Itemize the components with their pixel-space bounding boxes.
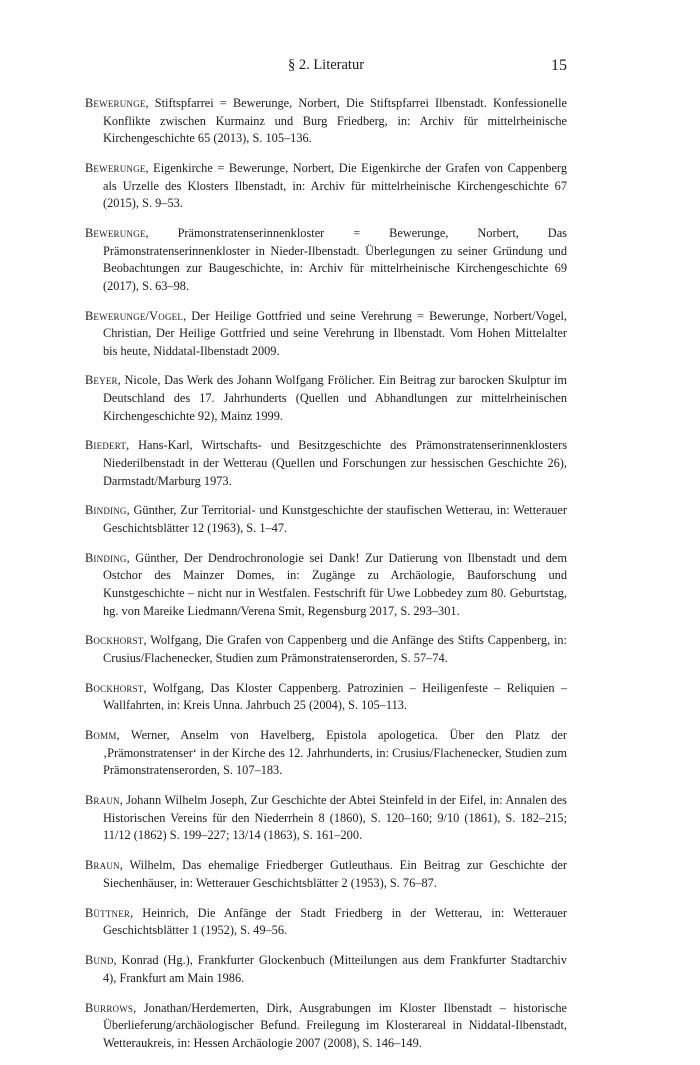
bibliography-entry xyxy=(85,792,567,845)
bibliography-entry xyxy=(85,952,567,987)
entry-author: Beyer xyxy=(85,373,118,388)
entry-text: , Eigenkirche = Bewerunge, Norbert, Die Eigenkirche der Grafen von Cappenberg als Urzelle des Klosters Ilbenstadt, in: Archiv für mittelrheinische Kirchengeschichte 67 (2015), S. 9–53. xyxy=(103,160,567,211)
bibliography-entry xyxy=(85,857,567,892)
entry-author: Bockhorst xyxy=(85,680,144,695)
running-title: § 2. Literatur xyxy=(287,57,365,73)
entry-text: , Nicole, Das Werk des Johann Wolfgang Frölicher. Ein Beitrag zur barocken Skulptur im Deutschland des 17. Jahrhunderts (Quellen und Abhandlungen zur mittelrheinischen Kirchengeschichte 92), Mainz 1999. xyxy=(103,373,567,423)
entry-text: , Stiftspfarrei = Bewerunge, Norbert, Die Stiftspfarrei Ilbenstadt. Konfessionelle Konflikte zwischen Kurmainz und Burg Friedberg, in: Archiv für mittelrheinische Kirchengeschichte 65 (2013), S. 105–136. xyxy=(103,96,567,146)
entry-text: , Konrad (Hg.), Frankfurter Glockenbuch (Mitteilungen aus dem Frankfurter Stadtarchiv 4), Frankfurt am Main 1986. xyxy=(103,953,567,985)
bibliography-entry xyxy=(85,632,567,667)
entry-author: Braun xyxy=(85,858,120,873)
bibliography-entry xyxy=(85,225,567,295)
bibliography-list xyxy=(85,95,567,1052)
bibliography-entry xyxy=(85,680,567,715)
bibliography-entry xyxy=(85,905,567,940)
bibliography-entry xyxy=(85,160,567,213)
entry-text: , Günther, Der Dendrochronologie sei Dank! Zur Datierung von Ilbenstadt und dem Ostchor des Mainzer Domes, in: Zugänge zu Archäologie, Bauforschung und Kunstgeschichte – nicht nur in Westfalen. Festschrift für Uwe Lobbedey zum 80. Geburtstag, hg. von Mareike Liedmann/Verena Smit, Regensburg 2017, S. 293–301. xyxy=(103,550,567,618)
entry-author: Binding xyxy=(85,503,127,518)
bibliography-entry xyxy=(85,1000,567,1053)
bibliography-entry xyxy=(85,95,567,148)
entry-text: , Hans-Karl, Wirtschafts- und Besitzgeschichte des Prämonstratenserinnenklosters Niederilbenstadt in der Wetterau (Quellen und Forschungen zur hessischen Geschichte 26), Darmstadt/Marburg 1973. xyxy=(103,438,567,488)
entry-author: Bomm xyxy=(85,728,117,743)
entry-author: Burrows xyxy=(85,1000,134,1015)
entry-author: Bockhorst xyxy=(85,633,144,648)
bibliography-entry xyxy=(85,502,567,537)
entry-text: , Heinrich, Die Anfänge der Stadt Friedberg in der Wetterau, in: Wetterauer Geschichtsblätter 1 (1952), S. 49–56. xyxy=(103,905,567,938)
bibliography-entry xyxy=(85,437,567,490)
entry-text: , Wilhelm, Das ehemalige Friedberger Gutleuthaus. Ein Beitrag zur Geschichte der Siechenhäuser, in: Wetterauer Geschichtsblätter 2 (1953), S. 76–87. xyxy=(103,858,567,890)
entry-author: Büttner xyxy=(85,905,131,920)
entry-author: Bewerunge xyxy=(85,160,146,175)
bibliography-entry xyxy=(85,727,567,780)
entry-text: , Jonathan/Herdemerten, Dirk, Ausgrabungen im Kloster Ilbenstadt – historische Überlieferung/archäologischer Befund. Freilegung im Klosterareal in Niddatal-Ilbenstadt, Wetteraukreis, in: Hessen Archäologie 2007 (2008), S. 146–149. xyxy=(103,1000,567,1050)
entry-author: Braun xyxy=(85,793,120,808)
entry-author: Bewerunge/Vogel xyxy=(85,308,184,323)
entry-text: , Wolfgang, Die Grafen von Cappenberg und die Anfänge des Stifts Cappenberg, in: Crusius/Flachenecker, Studien zum Prämonstratenserorden, S. 57–74. xyxy=(103,633,567,665)
entry-author: Bewerunge xyxy=(85,96,146,110)
entry-author: Binding xyxy=(85,550,127,565)
page-number: 15 xyxy=(551,57,567,74)
bibliography-entry xyxy=(85,372,567,425)
entry-text: , Werner, Anselm von Havelberg, Epistola apologetica. Über den Platz der ‚Prämonstratenser‘ in der Kirche des 12. Jahrhunderts, in: Crusius/Flachenecker, Studien zum Prämonstratenserorden, S. 107–183. xyxy=(103,728,567,778)
entry-author: Bund xyxy=(85,953,114,968)
entry-text: , Johann Wilhelm Joseph, Zur Geschichte der Abtei Steinfeld in der Eifel, in: Annalen des Historischen Vereins für den Niederrhein 8 (1860), S. 120–160; 9/10 (1861), S. 182–215; 11/12 (1862) S. 199–227; 13/14 (1863), S. 161–200. xyxy=(103,793,567,843)
bibliography-entry xyxy=(85,308,567,361)
entry-text: , Günther, Zur Territorial- und Kunstgeschichte der staufischen Wetterau, in: Wetterauer Geschichtsblätter 12 (1963), S. 1–47. xyxy=(103,503,567,535)
entry-text: , Prämonstratenserinnenkloster = Bewerunge, Norbert, Das Prämonstratenserinnenkloster in Nieder-Ilbenstadt. Überlegungen zu seiner Gründung und Beobachtungen zur Baugeschichte, in: Archiv für mittelrheinische Kirchengeschichte 69 (2017), S. 63–98. xyxy=(103,225,567,293)
bibliography-entry xyxy=(85,550,567,620)
entry-text: , Wolfgang, Das Kloster Cappenberg. Patrozinien – Heiligenfeste – Reliquien – Wallfahrten, in: Kreis Unna. Jahrbuch 25 (2004), S. 105–113. xyxy=(103,680,567,713)
entry-author: Bewerunge xyxy=(85,225,146,240)
page-header xyxy=(85,57,567,79)
entry-text: , Der Heilige Gottfried und seine Verehrung = Bewerunge, Norbert/Vogel, Christian, Der Heilige Gottfried und seine Verehrung in Ilbenstadt. Vom Hohen Mittelalter bis heute, Niddatal-Ilbenstadt 2009. xyxy=(103,308,567,358)
entry-author: Biedert xyxy=(85,438,127,453)
document-page xyxy=(85,57,567,1065)
